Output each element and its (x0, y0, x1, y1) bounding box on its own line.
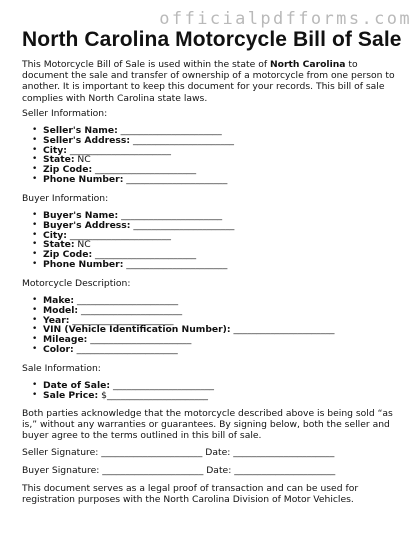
sale-fields (22, 381, 214, 401)
field-label: Phone Number: (43, 258, 124, 270)
document-title: North Carolina Motorcycle Bill of Sale (22, 28, 402, 51)
field-value: ______________________ (73, 343, 178, 355)
watermark: officialpdfforms.com (159, 9, 412, 29)
field-value: ______________________ (66, 144, 171, 156)
acknowledgment-paragraph: Both parties acknowledge that the motorcycle described above is being sold “as is,” without any warranties or guarantees. By signing below, both the seller and buyer agree to the terms outlined in this bill of sale. (22, 408, 393, 442)
field-label: State: (43, 239, 75, 251)
field-label: Model: (43, 304, 79, 316)
field-label: Sale Price: (43, 389, 99, 401)
field-value: ______________________ (69, 314, 174, 326)
motorcycle-section-heading: Motorcycle Description: (22, 278, 131, 289)
intro-text-start: This Motorcycle Bill of Sale is used within the state of (22, 59, 270, 70)
seller-section-heading: Seller Information: (22, 108, 108, 119)
field-value: ______________________ (130, 219, 235, 231)
buyer-signature-line: Buyer Signature: ______________________ Date: ______________________ (22, 465, 336, 476)
field-value: ______________________ (230, 324, 335, 336)
buyer-fields (22, 211, 234, 270)
field-label: State: (43, 154, 75, 166)
field-item (22, 175, 234, 185)
intro-state: North Carolina (269, 59, 346, 70)
field-value: ______________________ (123, 173, 228, 185)
field-value: ______________________ (118, 210, 223, 221)
field-label: Seller's Name: (43, 125, 118, 136)
intro-text-end: to document the sale and transfer of ownership of a motorcycle from one person to another. It is important to keep this document for your records. This bill of sale complies with North Carolina state laws. (22, 59, 395, 104)
field-value: ______________________ (117, 125, 222, 136)
field-value: ______________________ (123, 258, 228, 270)
field-value: NC (74, 154, 91, 166)
motorcycle-fields (22, 296, 335, 355)
seller-fields (22, 126, 234, 185)
field-label: City: (43, 144, 67, 156)
field-label: Date of Sale: (43, 380, 111, 391)
field-value: ______________________ (87, 334, 192, 346)
field-label: Year: (43, 314, 70, 326)
seller-signature-line: Seller Signature: ______________________ Date: ______________________ (22, 447, 335, 458)
field-label: Make: (43, 295, 75, 306)
field-label: VIN (Vehicle Identification Number): (43, 324, 231, 336)
field-label: Color: (43, 343, 74, 355)
field-label: Zip Code: (43, 249, 93, 261)
field-label: Seller's Address: (43, 134, 131, 146)
field-label: Buyer's Address: (43, 219, 131, 231)
field-value: ______________________ (66, 229, 171, 241)
field-value: ______________________ (92, 249, 197, 261)
field-value: $______________________ (98, 389, 209, 401)
field-value: NC (74, 239, 91, 251)
intro-paragraph (22, 59, 400, 104)
closing-paragraph: This document serves as a legal proof of transaction and can be used for registration purposes with the North Carolina Division of Motor Vehicles. (22, 483, 359, 506)
field-value: ______________________ (74, 295, 179, 306)
field-label: City: (43, 229, 67, 241)
field-label: Buyer's Name: (43, 210, 119, 221)
field-label: Phone Number: (43, 173, 124, 185)
field-value: ______________________ (92, 164, 197, 176)
field-value: ______________________ (78, 304, 183, 316)
field-label: Mileage: (43, 334, 88, 346)
buyer-section-heading: Buyer Information: (22, 193, 109, 204)
field-item (22, 260, 234, 270)
sale-section-heading: Sale Information: (22, 363, 101, 374)
field-item (22, 391, 214, 401)
field-value: ______________________ (130, 134, 235, 146)
field-value: ______________________ (110, 380, 215, 391)
field-item (22, 345, 335, 355)
field-label: Zip Code: (43, 164, 93, 176)
